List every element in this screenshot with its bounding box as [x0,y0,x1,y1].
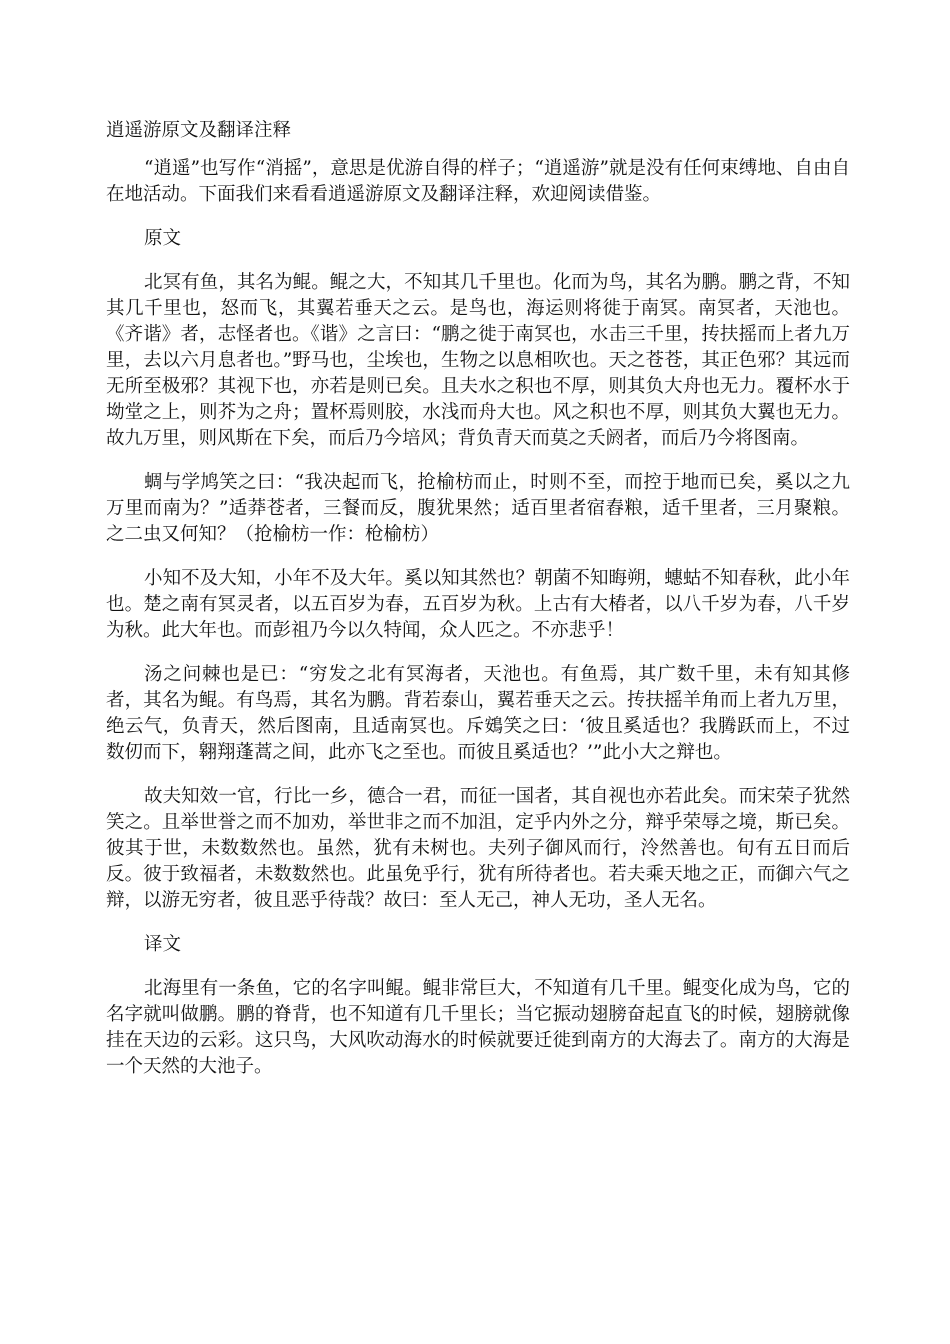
translation-heading: 译文 [144,934,182,955]
original-paragraph: 汤之问棘也是已：“穷发之北有冥海者，天池也。有鱼焉，其广数千里，未有知其修者，其名为鲲。有鸟焉，其名为鹏。背若泰山，翼若垂天之云。抟扶摇羊角而上者九万里，绝云气，负青天，然后图南，且适南冥也。斥鴳笑之曰：‘彼且奚适也？我腾跃而上，不过数仞而下，翱翔蓬蒿之间，此亦飞之至也。而彼且奚适也？’”此小大之辩也。 [106,664,850,763]
original-paragraph: 小知不及大知，小年不及大年。奚以知其然也？朝菌不知晦朔，蟪蛄不知春秋，此小年也。楚之南有冥灵者，以五百岁为春，五百岁为秋。上古有大椿者，以八千岁为春，八千岁为秋。此大年也。而彭祖乃今以久特闻，众人匹之。不亦悲乎！ [106,568,850,641]
document-title: 逍遥游原文及翻译注释 [106,120,292,141]
translation-paragraph: 北海里有一条鱼，它的名字叫鲲。鲲非常巨大，不知道有几千里。鲲变化成为鸟，它的名字就叫做鹏。鹏的脊背，也不知道有几千里长；当它振动翅膀奋起直飞的时候，翅膀就像挂在天边的云彩。这只鸟，大风吹动海水的时候就要迁徙到南方的大海去了。南方的大海是一个天然的大池子。 [106,978,850,1077]
original-paragraph: 蜩与学鸠笑之曰：“我决起而飞，抢榆枋而止，时则不至，而控于地而已矣，奚以之九万里而南为？”适莽苍者，三餐而反，腹犹果然；适百里者宿舂粮，适千里者，三月聚粮。之二虫又何知？（抢榆枋一作：枪榆枋） [106,472,850,545]
original-heading: 原文 [144,228,182,249]
original-paragraph: 故夫知效一官，行比一乡，德合一君，而征一国者，其自视也亦若此矣。而宋荣子犹然笑之。且举世誉之而不加劝，举世非之而不加沮，定乎内外之分，辩乎荣辱之境，斯已矣。彼其于世，未数数然也。虽然，犹有未树也。夫列子御风而行，泠然善也。旬有五日而后反。彼于致福者，未数数然也。此虽免乎行，犹有所待者也。若夫乘天地之正，而御六气之辩，以游无穷者，彼且恶乎待哉？故曰：至人无己，神人无功，圣人无名。 [106,786,850,911]
intro-paragraph: “逍遥”也写作“消摇”，意思是优游自得的样子；“逍遥游”就是没有任何束缚地、自由自在地活动。下面我们来看看逍遥游原文及翻译注释，欢迎阅读借鉴。 [106,158,850,205]
original-paragraph: 北冥有鱼，其名为鲲。鲲之大，不知其几千里也。化而为鸟，其名为鹏。鹏之背，不知其几千里也，怒而飞，其翼若垂天之云。是鸟也，海运则将徙于南冥。南冥者，天池也。《齐谐》者，志怪者也。《谐》之言曰：“鹏之徙于南冥也，水击三千里，抟扶摇而上者九万里，去以六月息者也。”野马也，尘埃也，生物之以息相吹也。天之苍苍，其正色邪？其远而无所至极邪？其视下也，亦若是则已矣。且夫水之积也不厚，则其负大舟也无力。覆杯水于坳堂之上，则芥为之舟；置杯焉则胶，水浅而舟大也。风之积也不厚，则其负大翼也无力。故九万里，则风斯在下矣，而后乃今培风；背负青天而莫之夭阏者，而后乃今将图南。 [106,272,850,449]
document-page [106,118,850,1098]
